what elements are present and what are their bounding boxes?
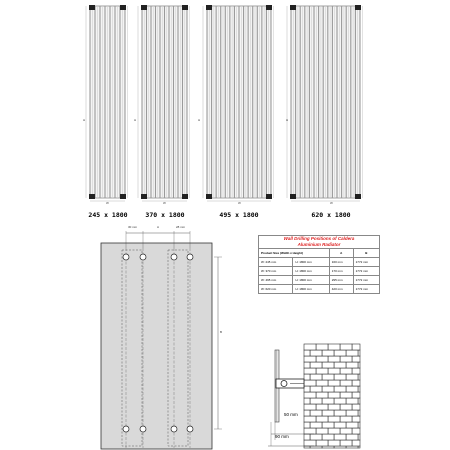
wall-brick	[310, 434, 322, 440]
table-row	[259, 258, 380, 267]
wall-brick	[352, 428, 360, 434]
radiator-width-label-4: W	[330, 201, 333, 205]
cell-a: 170 mm	[329, 267, 353, 276]
drill-hole	[123, 254, 129, 260]
drilling-diagram	[100, 228, 230, 450]
mounting-bracket	[120, 194, 126, 199]
wall-brick	[322, 350, 334, 356]
header-a: A	[329, 249, 353, 258]
table-title-line-2: Aluminium Radiator	[297, 242, 341, 247]
wall-brick	[346, 374, 358, 380]
wall-brick	[328, 440, 340, 446]
radiator-size-label-245: 245 x 1800	[88, 211, 128, 219]
wall-brick	[316, 368, 328, 374]
wall-brick	[352, 440, 360, 446]
wall-brick	[316, 428, 328, 434]
mounting-bracket	[266, 194, 272, 199]
mounting-bracket	[355, 5, 361, 10]
wall-brick	[316, 404, 328, 410]
table-title	[259, 236, 380, 249]
wall-brick	[334, 434, 346, 440]
wall-brick	[310, 398, 322, 404]
wall-brick	[346, 386, 358, 392]
cell-height: H: 1800 mm	[293, 276, 329, 285]
wall-brick	[304, 392, 316, 398]
wall-brick	[340, 356, 352, 362]
radiator-size-label-495: 495 x 1800	[219, 211, 259, 219]
wall-brick	[322, 362, 334, 368]
radiator-elevation-2	[138, 5, 189, 201]
drill-hole	[171, 254, 177, 260]
drilling-positions-table	[258, 235, 380, 294]
wall-brick	[352, 380, 360, 386]
dim-label-right: 28 mm	[176, 225, 186, 229]
wall-brick	[304, 416, 316, 422]
wall-brick	[346, 434, 358, 440]
dim-label-left: 30 mm	[128, 225, 138, 229]
table-title-line-1: Wall Drilling Positions of Caldera	[283, 236, 355, 241]
wall-brick	[352, 392, 360, 398]
cell-width: W: 495 mm	[259, 276, 293, 285]
wall-brick	[304, 362, 310, 368]
header-product-size: Product Size (Width x Height)	[259, 249, 330, 258]
mounting-bracket	[290, 194, 296, 199]
radiator-size-label-370: 370 x 1800	[145, 211, 185, 219]
mounting-bracket	[266, 5, 272, 10]
wall-brick	[340, 404, 352, 410]
wall-brick	[328, 416, 340, 422]
wall-brick	[304, 356, 316, 362]
wall-brick	[304, 404, 316, 410]
mounting-bracket	[89, 5, 95, 10]
wall-brick	[316, 416, 328, 422]
wall-brick	[304, 350, 310, 356]
wall-brick	[352, 416, 360, 422]
table-header-row	[259, 249, 380, 258]
radiator-size-label-620: 620 x 1800	[311, 211, 351, 219]
drill-hole	[140, 254, 146, 260]
mounting-bracket	[206, 194, 212, 199]
wall-brick	[304, 440, 316, 446]
mounting-bracket	[182, 5, 188, 10]
cell-b: 1772 mm	[353, 276, 379, 285]
cell-b: 1772 mm	[353, 285, 379, 294]
wall-brick	[316, 356, 328, 362]
wall-brick	[304, 380, 316, 386]
mounting-bracket	[120, 5, 126, 10]
wall-brick	[340, 344, 352, 350]
drill-hole	[187, 426, 193, 432]
cell-b: 1772 mm	[353, 258, 379, 267]
wall-brick	[334, 422, 346, 428]
wall-brick	[328, 344, 340, 350]
wall-brick	[310, 362, 322, 368]
mounting-bracket	[141, 194, 147, 199]
wall-brick	[316, 344, 328, 350]
bracket-screw	[281, 381, 287, 387]
drill-hole	[123, 426, 129, 432]
wall-brick	[328, 368, 340, 374]
wall-brick	[334, 374, 346, 380]
wall-brick	[322, 434, 334, 440]
mounting-bracket	[182, 194, 188, 199]
wall-brick	[310, 350, 322, 356]
cell-width: W: 370 mm	[259, 267, 293, 276]
wall-brick	[322, 398, 334, 404]
wall-brick	[304, 374, 310, 380]
wall-brick	[310, 374, 322, 380]
wall-brick	[334, 350, 346, 356]
drill-hole	[171, 426, 177, 432]
radiator-height-label-4: H	[286, 118, 289, 122]
wall-brick	[304, 428, 316, 434]
wall-brick	[328, 404, 340, 410]
radiator-elevation-4	[287, 5, 362, 201]
wall-brick	[310, 386, 322, 392]
radiator-height-label-1: H	[83, 118, 86, 122]
radiator-height-label-3: H	[198, 118, 201, 122]
drill-hole	[187, 254, 193, 260]
wall-brick	[328, 380, 340, 386]
wall-brick	[346, 350, 358, 356]
wall-brick	[346, 398, 358, 404]
wall-brick	[352, 356, 360, 362]
wall-brick	[346, 410, 358, 416]
drill-hole	[140, 426, 146, 432]
cell-a: 295 mm	[329, 276, 353, 285]
table-row	[259, 267, 380, 276]
mounting-bracket	[141, 5, 147, 10]
wall-brick	[334, 386, 346, 392]
radiator-elevation-3	[203, 5, 273, 201]
wall-brick	[316, 392, 328, 398]
wall-brick	[340, 440, 352, 446]
wall-brick	[310, 410, 322, 416]
table-row	[259, 285, 380, 294]
radiator-height-label-2: H	[134, 118, 137, 122]
wall-brick	[352, 368, 360, 374]
wall-brick	[322, 374, 334, 380]
mounting-bracket	[206, 5, 212, 10]
gap-label-50mm: 50 mm	[284, 412, 298, 417]
cell-height: H: 1800 mm	[293, 267, 329, 276]
wall-brick	[328, 356, 340, 362]
dim-label-a: A	[157, 225, 160, 229]
wall-brick	[304, 398, 310, 404]
cell-height: H: 1800 mm	[293, 258, 329, 267]
wall-brick	[304, 410, 310, 416]
wall-brick	[304, 434, 310, 440]
wall-brick	[328, 392, 340, 398]
wall-brick	[328, 428, 340, 434]
wall-brick	[316, 440, 328, 446]
radiator-back-panel	[101, 243, 212, 449]
mounting-bracket	[290, 5, 296, 10]
cell-width: W: 245 mm	[259, 258, 293, 267]
cell-a: 420 mm	[329, 285, 353, 294]
wall-brick	[304, 368, 316, 374]
wall-brick	[340, 380, 352, 386]
header-b: B	[353, 249, 379, 258]
wall-brick	[352, 344, 360, 350]
wall-brick	[340, 416, 352, 422]
wall-brick	[352, 404, 360, 410]
mounting-bracket	[89, 194, 95, 199]
cell-a: 160 mm	[329, 258, 353, 267]
wall-brick	[334, 362, 346, 368]
dim-label-b: B	[220, 330, 223, 334]
wall-brick	[340, 368, 352, 374]
wall-brick	[340, 428, 352, 434]
wall-brick	[304, 344, 316, 350]
wall-brick	[346, 362, 358, 368]
wall-brick	[304, 422, 310, 428]
wall-brick	[322, 422, 334, 428]
wall-brick	[322, 386, 334, 392]
radiator-width-label-2: W	[163, 201, 166, 205]
wall-brick	[340, 392, 352, 398]
wall-brick	[334, 398, 346, 404]
wall-brick	[346, 422, 358, 428]
mounting-bracket	[355, 194, 361, 199]
radiator-width-label-3: W	[238, 201, 241, 205]
cell-b: 1772 mm	[353, 267, 379, 276]
wall-brick	[322, 410, 334, 416]
radiator-elevation-1	[86, 5, 128, 201]
cell-height: H: 1800 mm	[293, 285, 329, 294]
radiator-width-label-1: W	[106, 201, 109, 205]
wall-brick	[334, 410, 346, 416]
wall-brick	[310, 422, 322, 428]
table-row	[259, 276, 380, 285]
wall-brick	[316, 380, 328, 386]
cell-width: W: 620 mm	[259, 285, 293, 294]
wall-brick	[304, 386, 310, 392]
floor-label-90mm: 90 mm	[275, 434, 289, 439]
